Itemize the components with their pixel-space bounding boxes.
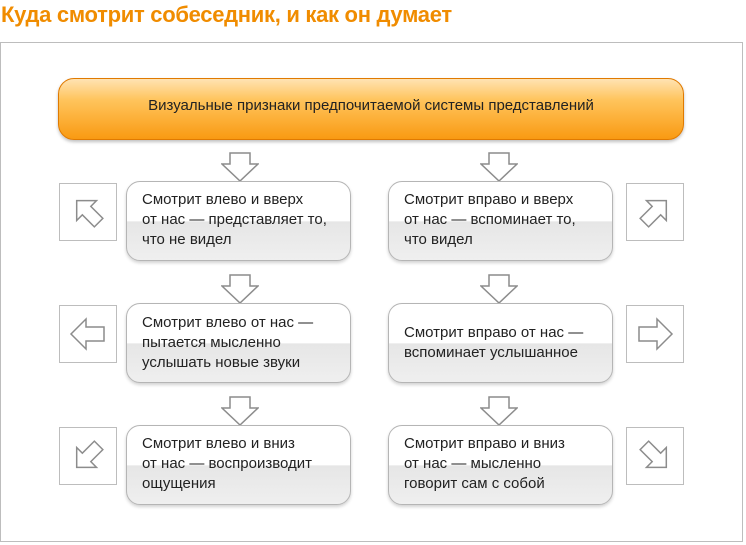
left-box-middle-text: Смотрит влево от нас — пытается мысленно услышать новые звуки: [142, 314, 314, 371]
left-box-middle: [126, 303, 351, 383]
down-arrow-icon: [221, 396, 259, 426]
page-title: Куда смотрит собеседник, и как он думает: [1, 2, 452, 27]
arrow-up-left-icon: [59, 183, 117, 241]
down-arrow-icon: [480, 274, 518, 304]
down-arrow-icon: [480, 396, 518, 426]
right-box-down: Смотрит вправо и вниз от нас — мысленно говорит сам с собой: [388, 425, 613, 505]
down-arrow-icon: [221, 152, 259, 182]
left-box-up: Смотрит влево и вверх от нас — представляет то, что не видел: [126, 181, 351, 261]
arrow-left-icon: [59, 305, 117, 363]
arrow-down-right-icon: [626, 427, 684, 485]
arrow-up-right-icon: [626, 183, 684, 241]
down-arrow-icon: [221, 274, 259, 304]
diagram-header: [58, 78, 684, 140]
right-box-up: Смотрит вправо и вверх от нас — вспоминает то, что видел: [388, 181, 613, 261]
arrow-right-icon: [626, 305, 684, 363]
arrow-down-left-icon: [59, 427, 117, 485]
left-box-down: Смотрит влево и вниз от нас — воспроизводит ощущения: [126, 425, 351, 505]
right-box-middle-text: Смотрит вправо от нас — вспоминает услышанное: [404, 324, 584, 361]
right-box-middle: [388, 303, 613, 383]
header-label: Визуальные признаки предпочитаемой системы представлений: [148, 96, 594, 114]
down-arrow-icon: [480, 152, 518, 182]
